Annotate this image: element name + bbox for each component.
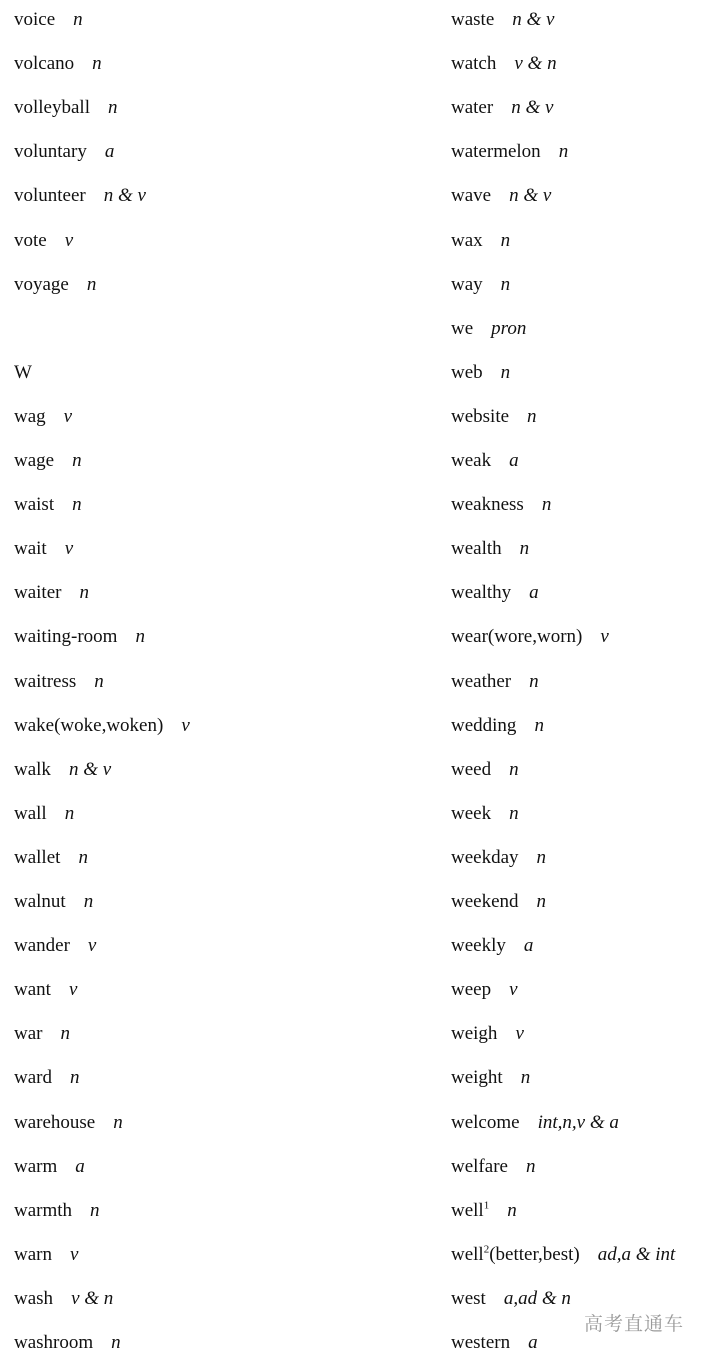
part-of-speech: int,n,v & a [537, 1111, 619, 1133]
part-of-speech: n [64, 802, 75, 824]
part-of-speech: n [86, 273, 97, 295]
vocab-word [451, 578, 511, 608]
vocab-word-text: weekend [451, 891, 519, 912]
vocab-word-text: west [451, 1287, 486, 1309]
vocab-word [14, 5, 55, 35]
vocab-word-text: wealth [451, 538, 502, 560]
vocab-entry [14, 1240, 78, 1270]
vocab-entry [451, 534, 529, 564]
part-of-speech: a [528, 1332, 538, 1353]
part-of-speech: n [527, 405, 537, 427]
part-of-speech: v [509, 979, 518, 1001]
vocab-word-text: weep [451, 979, 492, 1001]
vocab-word-text: wallet [14, 846, 61, 868]
part-of-speech: n & v [68, 758, 112, 780]
vocab-word-text: weakness [451, 494, 524, 516]
vocab-word [14, 622, 117, 652]
vocab-word-text: way [451, 273, 483, 295]
vocab-word [14, 402, 46, 432]
part-of-speech: n [519, 538, 530, 560]
vocab-word-text: wave [451, 185, 492, 207]
vocab-word [14, 1063, 52, 1093]
vocab-word-text: western [451, 1332, 511, 1353]
vocab-word [14, 1328, 93, 1358]
vocab-word [451, 181, 491, 211]
vocab-entry [14, 181, 146, 211]
vocab-word-text: voyage [14, 273, 69, 295]
vocab-word-text: want [14, 979, 51, 1001]
vocab-word [14, 1152, 57, 1182]
vocab-entry [451, 1240, 675, 1270]
vocab-word [451, 137, 541, 167]
vocab-entry [14, 975, 77, 1005]
vocab-word [14, 270, 69, 300]
vocab-entry [14, 843, 88, 873]
vocab-word-text: wag [14, 405, 46, 427]
vocab-word-text: well [451, 1243, 484, 1265]
vocab-word-text: weigh [451, 1023, 498, 1045]
part-of-speech: v & n [514, 53, 557, 75]
part-of-speech: n [509, 802, 519, 824]
vocab-word-text: web [451, 361, 483, 383]
vocab-word-text: wage [14, 450, 55, 471]
vocab-word-text: wall [14, 802, 47, 824]
part-of-speech: pron [491, 317, 527, 339]
vocab-word-text: weak [451, 450, 492, 471]
vocab-word-text: wake(woke,woken) [14, 714, 164, 736]
vocab-entry [14, 622, 145, 652]
vocab-word-text: watermelon [451, 141, 541, 163]
part-of-speech: n [509, 758, 519, 780]
vocab-word-text: we [451, 317, 474, 339]
vocab-entry [451, 1196, 517, 1226]
part-of-speech: n [94, 670, 104, 692]
vocab-entry [451, 446, 519, 476]
part-of-speech: v [68, 979, 78, 1001]
vocab-word [451, 1108, 520, 1138]
vocab-entry [451, 799, 519, 829]
sense-superscript: 2 [483, 1243, 490, 1256]
vocab-word [14, 578, 61, 608]
vocab-word-text: weekly [451, 935, 506, 957]
vocab-word [14, 137, 87, 167]
vocab-entry [14, 446, 82, 476]
part-of-speech: n [507, 1199, 517, 1221]
part-of-speech: a [104, 141, 115, 163]
vocab-word [451, 5, 494, 35]
vocab-word-text: waiter [14, 582, 62, 604]
vocab-entry [14, 1328, 121, 1358]
vocab-entry [451, 667, 539, 697]
part-of-speech: n [111, 1332, 121, 1353]
vocab-word-text: volcano [14, 53, 75, 75]
vocab-entry [14, 1063, 79, 1093]
vocab-word [14, 711, 163, 741]
vocab-word-text: voluntary [14, 141, 87, 163]
vocab-word-text: vote [14, 229, 47, 251]
sense-superscript: 1 [483, 1199, 490, 1212]
vocab-word [14, 93, 90, 123]
part-of-speech: n [500, 273, 511, 295]
vocab-word [451, 975, 491, 1005]
vocab-word [14, 1284, 53, 1314]
vocab-entry [14, 137, 114, 167]
part-of-speech: n & v [512, 9, 555, 30]
vocab-word [451, 1152, 508, 1182]
vocab-entry [451, 1284, 571, 1314]
vocab-word [14, 667, 76, 697]
vocab-word-text: wedding [451, 714, 517, 736]
vocab-word-text: wander [14, 935, 70, 957]
vocab-word [14, 1196, 72, 1226]
vocab-entry [14, 1196, 100, 1226]
vocab-word-text: waste [451, 9, 495, 30]
vocab-entry [14, 534, 73, 564]
vocab-entry [14, 711, 190, 741]
vocab-entry [14, 1108, 123, 1138]
vocab-word [451, 1019, 497, 1049]
part-of-speech: v [600, 626, 609, 648]
vocab-word-text: waiting-room [14, 626, 118, 648]
vocab-word [451, 358, 483, 388]
part-of-speech: n [83, 891, 94, 912]
vocab-word [451, 1328, 510, 1358]
vocab-entry [451, 755, 519, 785]
vocab-word-text: weather [451, 670, 512, 692]
vocab-entry [451, 622, 609, 652]
part-of-speech: n [69, 1067, 80, 1089]
vocab-entry [451, 137, 568, 167]
vocab-word-text: welfare [451, 1155, 508, 1177]
inflection-forms: (better,best) [489, 1243, 580, 1265]
vocab-entry [451, 1063, 530, 1093]
part-of-speech: a,ad & n [503, 1287, 571, 1309]
vocab-word [14, 358, 32, 388]
vocab-entry [451, 402, 537, 432]
vocab-word-text: watch [451, 53, 497, 75]
part-of-speech: n [500, 361, 511, 383]
vocab-word-text: waist [14, 494, 55, 516]
vocab-entry [14, 402, 72, 432]
part-of-speech: n [534, 714, 544, 736]
vocab-word [14, 1019, 42, 1049]
vocab-word-text: wealthy [451, 582, 512, 604]
part-of-speech: n [500, 229, 511, 251]
part-of-speech: a [509, 450, 519, 471]
part-of-speech: n [92, 53, 102, 75]
part-of-speech: n [72, 450, 82, 471]
vocab-word [451, 534, 502, 564]
vocab-word [451, 843, 519, 873]
vocab-entry [14, 49, 102, 79]
vocab-entry [451, 931, 533, 961]
vocab-word [451, 622, 582, 652]
vocab-word [451, 402, 509, 432]
vocab-word-text: waitress [14, 670, 77, 692]
vocab-word [14, 49, 74, 79]
vocab-word-text: ward [14, 1067, 52, 1089]
part-of-speech: n [558, 141, 569, 163]
vocab-word [451, 711, 516, 741]
vocab-entry [451, 490, 551, 520]
vocab-entry [451, 843, 546, 873]
vocab-word [14, 1108, 95, 1138]
vocab-entry [451, 1108, 619, 1138]
vocab-entry [14, 799, 74, 829]
vocab-word-text: week [451, 802, 492, 824]
part-of-speech: v [64, 538, 74, 560]
vocab-entry [14, 667, 104, 697]
part-of-speech: n [135, 626, 145, 648]
vocab-word-text: weekday [451, 846, 519, 868]
vocab-word-text: W [14, 361, 32, 383]
vocab-entry [14, 5, 83, 35]
vocab-word-text: wear(wore,worn) [451, 626, 583, 648]
part-of-speech: v [515, 1023, 524, 1045]
part-of-speech: n [113, 1111, 123, 1133]
vocab-word-text: walnut [14, 891, 66, 912]
part-of-speech: a [529, 582, 539, 604]
vocab-entry [14, 270, 96, 300]
vocab-word [451, 799, 491, 829]
vocab-entry [14, 578, 89, 608]
vocab-entry [14, 490, 82, 520]
part-of-speech: v [64, 229, 74, 251]
vocab-word [14, 755, 51, 785]
vocab-entry [451, 49, 557, 79]
vocab-word [451, 270, 483, 300]
part-of-speech: n [72, 494, 82, 516]
vocab-word [14, 490, 54, 520]
part-of-speech: a [523, 935, 534, 957]
vocab-word [451, 226, 483, 256]
vocab-word-text: wash [14, 1287, 54, 1309]
vocab-word [14, 931, 70, 961]
part-of-speech: n [107, 97, 118, 119]
vocab-entry [451, 226, 510, 256]
vocab-entry [451, 1328, 538, 1358]
part-of-speech: a [75, 1155, 85, 1177]
vocab-word [14, 226, 47, 256]
vocab-word [451, 49, 496, 79]
vocab-word [14, 534, 47, 564]
vocab-entry [451, 270, 510, 300]
part-of-speech: n & v [509, 185, 552, 207]
vocab-entry [451, 578, 539, 608]
part-of-speech: n [90, 1199, 100, 1221]
vocab-word [14, 1240, 52, 1270]
vocab-word [451, 667, 511, 697]
vocab-entry [451, 181, 551, 211]
vocab-entry [451, 314, 526, 344]
vocab-entry [451, 711, 544, 741]
vocab-word [14, 975, 51, 1005]
vocab-word [451, 1063, 503, 1093]
vocab-entry [451, 887, 546, 917]
vocab-entry [14, 1284, 113, 1314]
vocab-word [451, 887, 519, 917]
part-of-speech: n & v [511, 97, 554, 119]
vocab-word-text: welcome [451, 1111, 520, 1133]
part-of-speech: v [63, 405, 73, 427]
vocab-word [451, 1240, 580, 1270]
part-of-speech: n [73, 9, 83, 30]
vocab-word-text: weight [451, 1067, 503, 1089]
part-of-speech: n [79, 582, 89, 604]
vocab-entry [451, 1152, 535, 1182]
vocab-entry [14, 226, 73, 256]
watermark: 高考直通车 [583, 1313, 684, 1335]
vocab-word-text: voice [14, 9, 56, 30]
vocab-entry [14, 1019, 70, 1049]
vocab-word-text: walk [14, 758, 51, 780]
vocab-word-text: wait [14, 538, 47, 560]
part-of-speech: n [78, 846, 88, 868]
vocab-word [451, 755, 491, 785]
vocab-entry [14, 1152, 85, 1182]
part-of-speech: n [525, 1155, 536, 1177]
vocab-word [14, 887, 66, 917]
part-of-speech: ad,a & int [597, 1243, 676, 1265]
vocab-entry [14, 755, 111, 785]
vocab-word [451, 446, 491, 476]
vocab-entry [451, 5, 554, 35]
vocab-word-text: war [14, 1023, 43, 1045]
vocab-word [451, 931, 506, 961]
vocab-entry [14, 931, 96, 961]
part-of-speech: n & v [103, 185, 146, 207]
vocab-word [451, 314, 473, 344]
vocab-entry [451, 358, 510, 388]
vocab-entry [14, 93, 117, 123]
part-of-speech: v & n [71, 1287, 114, 1309]
part-of-speech: n [60, 1023, 70, 1045]
part-of-speech: n [529, 670, 539, 692]
vocab-word-text: wax [451, 229, 483, 251]
vocab-word-text: well [451, 1199, 484, 1221]
vocab-word [451, 1196, 489, 1226]
vocab-word [14, 799, 47, 829]
vocab-entry [451, 975, 518, 1005]
vocab-entry [451, 93, 553, 123]
part-of-speech: n [536, 891, 547, 912]
vocab-word-text: volleyball [14, 97, 90, 119]
vocab-word-text: volunteer [14, 185, 86, 207]
vocab-word-text: warehouse [14, 1111, 96, 1133]
vocab-word-text: warmth [14, 1199, 73, 1221]
vocab-word [451, 1284, 486, 1314]
vocab-word-text: website [451, 405, 510, 427]
part-of-speech: v [181, 714, 190, 736]
vocab-word [451, 93, 493, 123]
vocab-word-text: weed [451, 758, 492, 780]
vocab-word-text: water [451, 97, 494, 119]
part-of-speech: v [69, 1243, 79, 1265]
vocab-word [14, 843, 60, 873]
part-of-speech: n [520, 1067, 531, 1089]
vocab-word-text: warn [14, 1243, 52, 1265]
vocab-entry [451, 1019, 524, 1049]
vocab-entry [14, 358, 32, 388]
part-of-speech: n [536, 846, 547, 868]
vocab-word [451, 490, 524, 520]
vocab-word-text: warm [14, 1155, 58, 1177]
part-of-speech: n [541, 494, 552, 516]
vocab-word [14, 446, 54, 476]
part-of-speech: v [87, 935, 97, 957]
vocab-word-text: washroom [14, 1332, 94, 1353]
vocab-entry [14, 887, 93, 917]
vocab-word [14, 181, 86, 211]
